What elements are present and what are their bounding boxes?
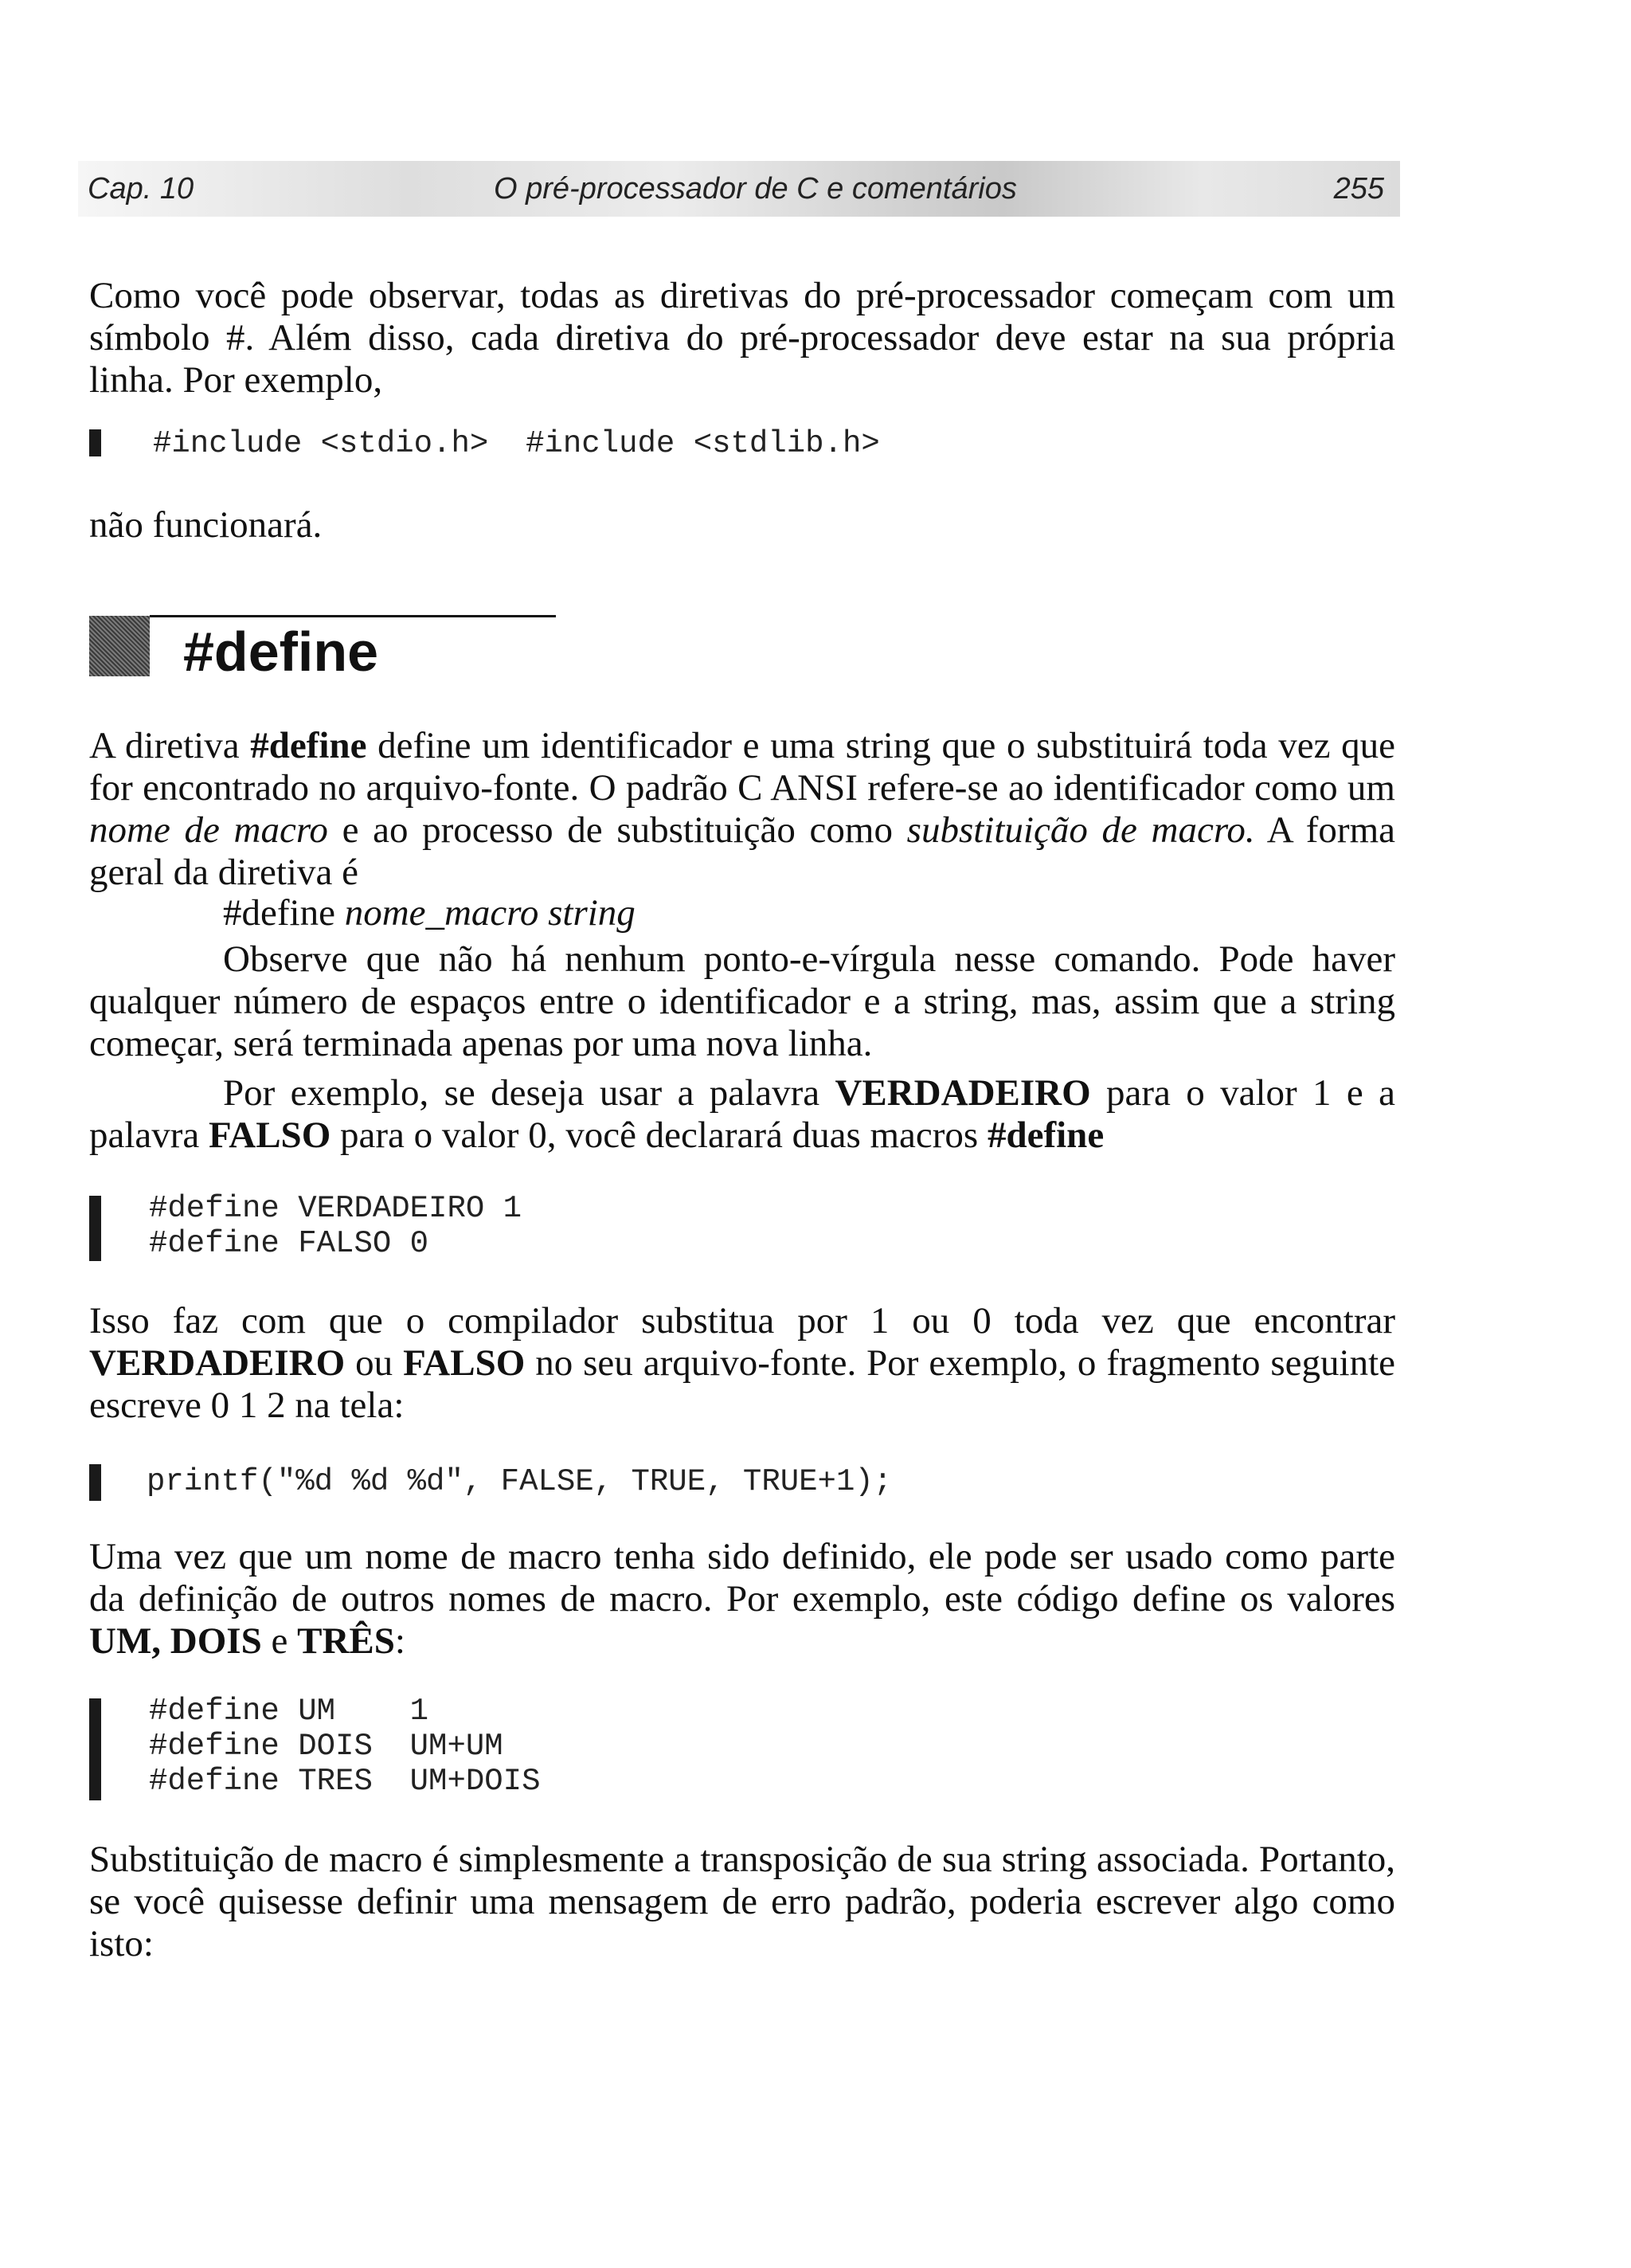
code-line: #include <stdio.h> #include <stdlib.h> (153, 426, 880, 461)
bold-term: TRÊS (297, 1620, 395, 1662)
paragraph-semicolon: Observe que não há nenhum ponto-e-vírgula nesse comando. Pode haver qualquer número de espaços entre o identificador e a string, mas, assim que a string começar, será terminada apenas por uma nova linha. (89, 938, 1395, 1064)
bold-term: FALSO (403, 1342, 526, 1384)
code-marker-bar (89, 429, 101, 456)
section-rule (150, 615, 556, 617)
text-run: Por exemplo, se deseja usar a palavra (223, 1072, 835, 1114)
general-form-formula (223, 892, 636, 934)
code-line: #define DOIS UM+UM (149, 1729, 503, 1764)
code-line: #define UM 1 (149, 1694, 429, 1729)
text-run: para o valor 1 e a palavra (89, 1072, 1395, 1156)
text-run: e (261, 1620, 298, 1662)
text-run: A forma geral da diretiva é (89, 809, 1395, 893)
code-block-true-false (89, 1191, 1395, 1263)
chapter-title: O pré-processador de C e comentários (494, 172, 1017, 206)
text-run: ou (345, 1342, 404, 1384)
code-line: printf("%d %d %d", FALSE, TRUE, TRUE+1); (147, 1464, 893, 1499)
text-run: e ao processo de substituição como (327, 809, 907, 851)
formula-keyword: #define (223, 892, 345, 934)
code-block-um-dois-tres (89, 1694, 1395, 1802)
intro-after-code: não funcionará. (89, 504, 323, 546)
paragraph-nested-macros (89, 1536, 1395, 1663)
italic-term: substituição de macro. (906, 809, 1255, 851)
code-line: #define VERDADEIRO 1 (149, 1191, 522, 1226)
paragraph-example (89, 1072, 1395, 1157)
code-block-include (89, 426, 1395, 461)
running-header (78, 161, 1400, 217)
text-run: Uma vez que um nome de macro tenha sido definido, ele pode ser usado como parte da definição de outros nomes de macro. Por exemplo, este código define os valores (89, 1536, 1395, 1620)
paragraph-error-message: Substituição de macro é simplesmente a transposição de sua string associada. Portanto, se você quisesse definir uma mensagem de erro padrão, poderia escrever algo como isto: (89, 1839, 1395, 1964)
bold-term: VERDADEIRO (89, 1342, 346, 1384)
section-marker-icon (89, 616, 150, 676)
formula-args: nome_macro string (344, 892, 636, 934)
code-marker-bar (89, 1464, 101, 1501)
italic-term: nome de macro (89, 809, 328, 851)
intro-paragraph: Como você pode observar, todas as diretivas do pré-processador começam com um símbolo #. Além disso, cada diretiva do pré-processador deve estar na sua própria linha. Por exemplo, (89, 275, 1395, 401)
code-line: #define TRES UM+DOIS (149, 1764, 541, 1799)
text-run: para o valor 0, você declarará duas macros (331, 1114, 988, 1156)
paragraph-substitution (89, 1300, 1395, 1427)
code-block-printf (89, 1464, 1395, 1504)
code-marker-bar (89, 1698, 101, 1800)
bold-term: UM, DOIS (89, 1620, 262, 1662)
text-run: Isso faz com que o compilador substitua por 1 ou 0 toda vez que encontrar (89, 1300, 1395, 1342)
bold-term: #define (987, 1114, 1105, 1156)
page-number: 255 (1333, 172, 1384, 206)
text-run: define um identificador e uma string que o substituirá toda vez que for encontrado no arquivo-fonte. O padrão C ANSI refere-se ao identificador como um (89, 725, 1395, 809)
text-run: no seu arquivo-fonte. Por exemplo, o fragmento seguinte escreve 0 1 2 na tela: (89, 1342, 1396, 1426)
text-run: : (394, 1620, 405, 1662)
code-line: #define FALSO 0 (149, 1226, 429, 1261)
chapter-label: Cap. 10 (88, 172, 194, 206)
text-run: A diretiva (89, 725, 251, 766)
bold-term: VERDADEIRO (835, 1072, 1091, 1114)
bold-term: #define (250, 725, 367, 766)
bold-term: FALSO (209, 1114, 331, 1156)
code-marker-bar (89, 1196, 101, 1261)
section-heading: #define (183, 621, 379, 683)
paragraph-define-intro (89, 725, 1395, 894)
